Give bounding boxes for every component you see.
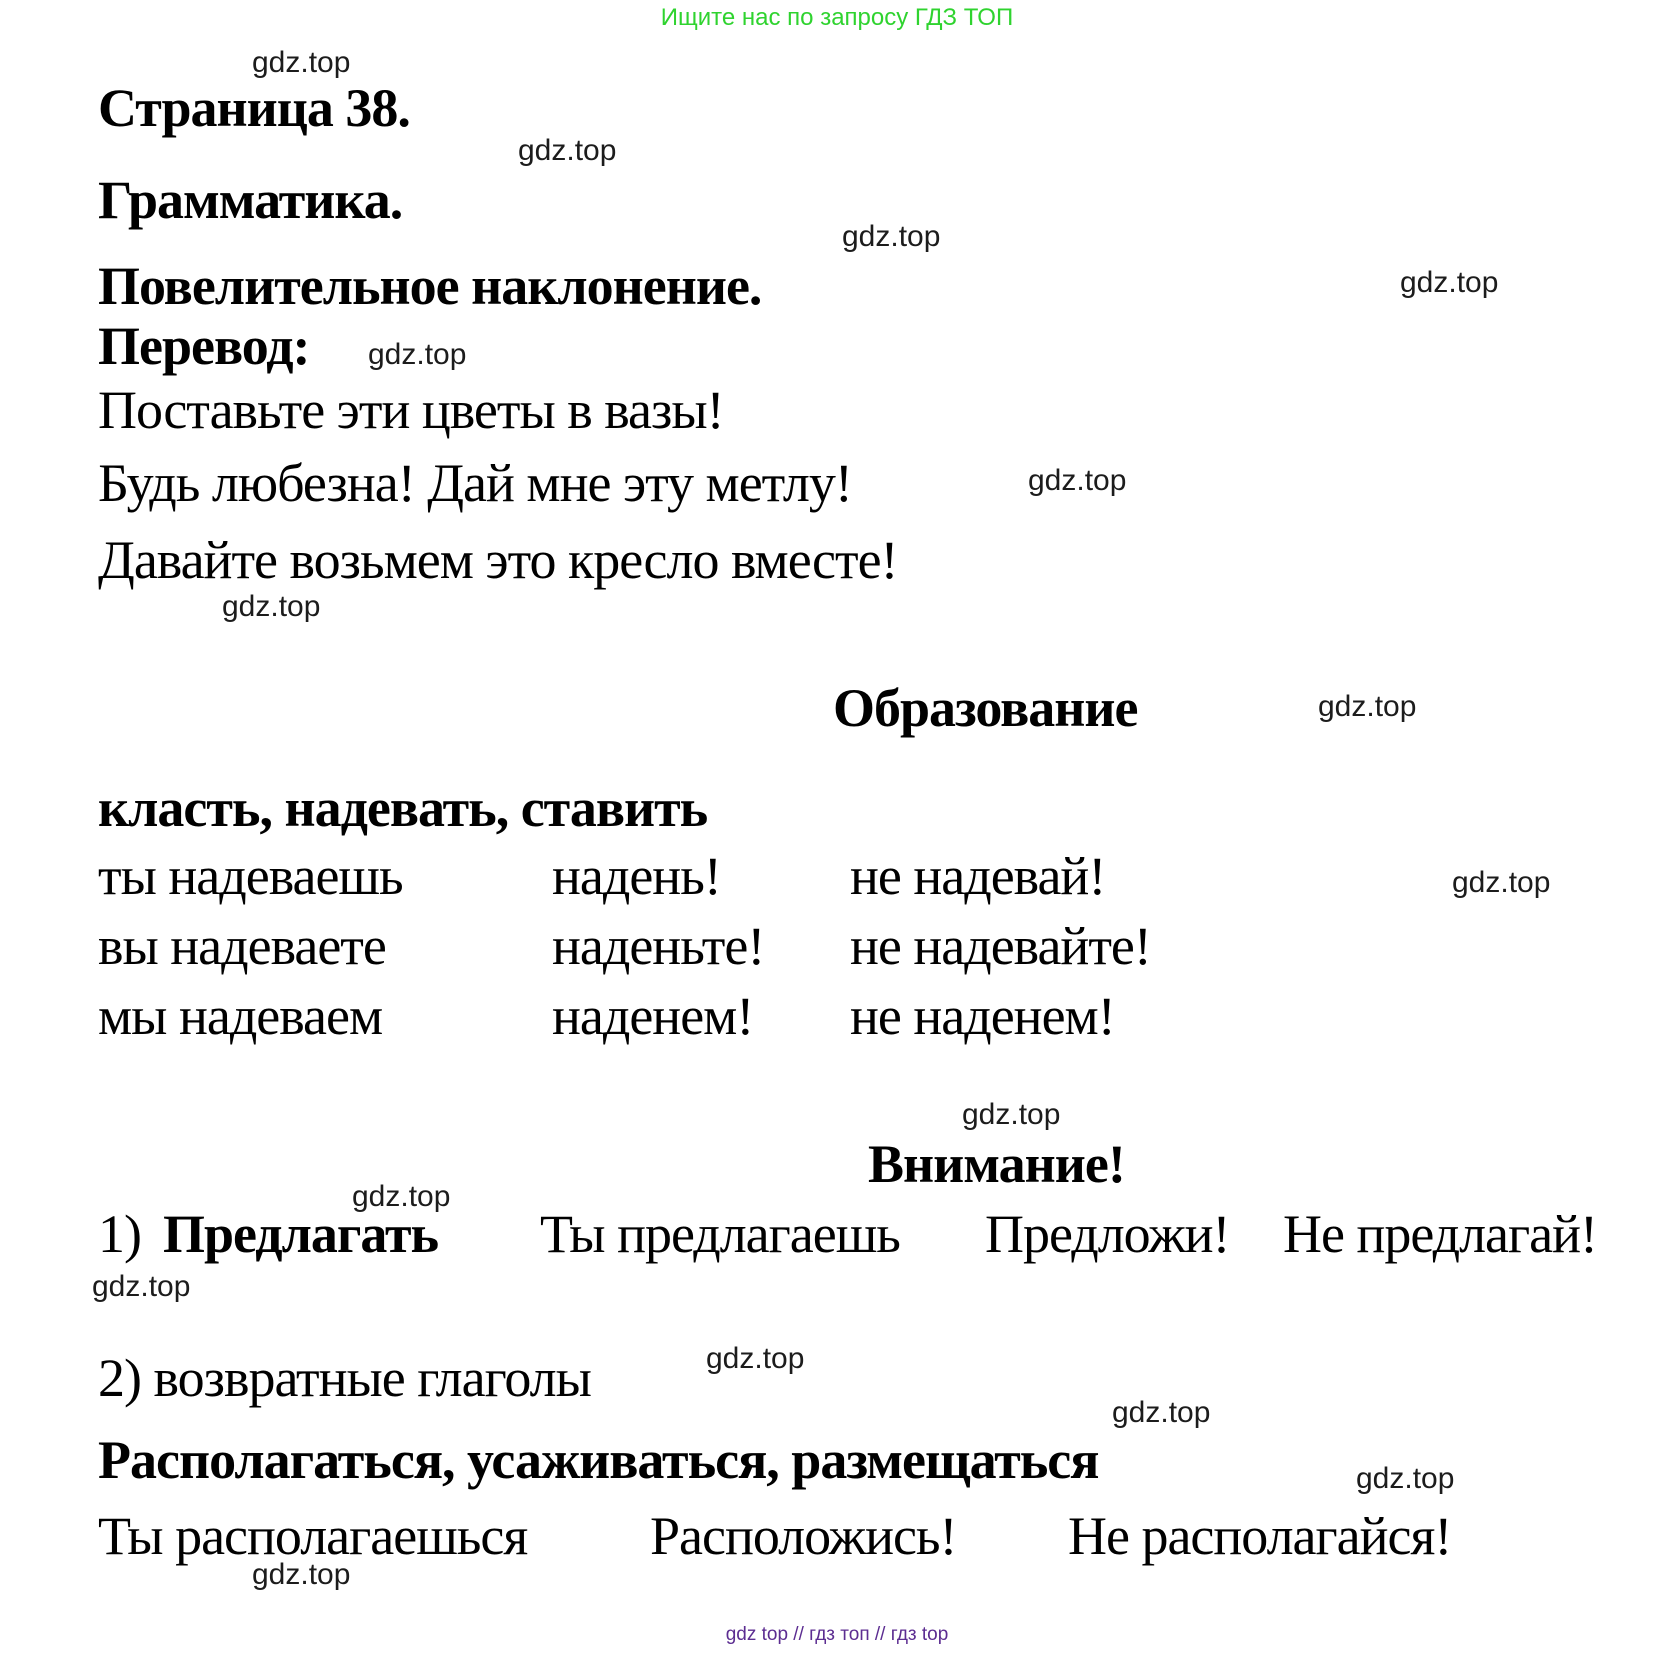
promo-banner: Ищите нас по запросу ГДЗ ТОП	[660, 4, 1014, 31]
watermark: gdz.top	[252, 1558, 351, 1591]
conjugation-cell: надень!	[552, 846, 721, 906]
subject-heading: Грамматика.	[98, 170, 403, 230]
watermark: gdz.top	[1028, 464, 1127, 497]
attention-item-2-cell: Ты располагаешься	[98, 1506, 528, 1566]
attention-title: Внимание!	[868, 1134, 1125, 1194]
attention-item-1-verb: Предлагать	[163, 1204, 439, 1264]
watermark: gdz.top	[92, 1270, 191, 1303]
translation-line: Будь любезна! Дай мне эту метлу!	[98, 453, 852, 513]
attention-item-2-cell: Не располагайся!	[1068, 1506, 1452, 1566]
watermark: gdz.top	[962, 1098, 1061, 1131]
watermark: gdz.top	[222, 590, 321, 623]
watermark: gdz.top	[842, 220, 941, 253]
attention-item-1-number: 1)	[98, 1204, 141, 1264]
attention-item-1-cell: Не предлагай!	[1283, 1204, 1598, 1264]
watermark: gdz.top	[1318, 690, 1417, 723]
conjugation-cell: мы надеваем	[98, 986, 383, 1046]
conjugation-cell: не надевай!	[850, 846, 1106, 906]
conjugation-cell: не надевайте!	[850, 916, 1151, 976]
translation-line: Поставьте эти цветы в вазы!	[98, 380, 724, 440]
attention-item-1-cell: Ты предлагаешь	[540, 1204, 900, 1264]
watermark: gdz.top	[1400, 266, 1499, 299]
translation-heading: Перевод:	[98, 316, 310, 376]
watermark: gdz.top	[1356, 1462, 1455, 1495]
watermark: gdz.top	[352, 1180, 451, 1213]
attention-item-2-verbs: Располагаться, усаживаться, размещаться	[98, 1430, 1099, 1490]
watermark: gdz.top	[368, 338, 467, 371]
attention-item-1-cell: Предложи!	[985, 1204, 1230, 1264]
watermark: gdz.top	[518, 134, 617, 167]
watermark: gdz.top	[1112, 1396, 1211, 1429]
formation-title: Образование	[833, 678, 1138, 738]
conjugation-cell: наденем!	[552, 986, 754, 1046]
attention-item-2-cell: Расположись!	[650, 1506, 957, 1566]
conjugation-cell: наденьте!	[552, 916, 765, 976]
formation-verbs: класть, надевать, ставить	[98, 778, 708, 838]
page-heading: Страница 38.	[98, 78, 410, 138]
footer-links[interactable]: gdz top // гдз топ // гдз top	[725, 1624, 949, 1645]
translation-line: Давайте возьмем это кресло вместе!	[98, 530, 898, 590]
topic-heading: Повелительное наклонение.	[98, 256, 762, 316]
conjugation-cell: не наденем!	[850, 986, 1115, 1046]
watermark: gdz.top	[1452, 866, 1551, 899]
conjugation-cell: ты надеваешь	[98, 846, 403, 906]
attention-item-2-label: 2) возвратные глаголы	[98, 1348, 591, 1408]
conjugation-cell: вы надеваете	[98, 916, 386, 976]
watermark: gdz.top	[706, 1342, 805, 1375]
watermark: gdz.top	[252, 46, 351, 79]
